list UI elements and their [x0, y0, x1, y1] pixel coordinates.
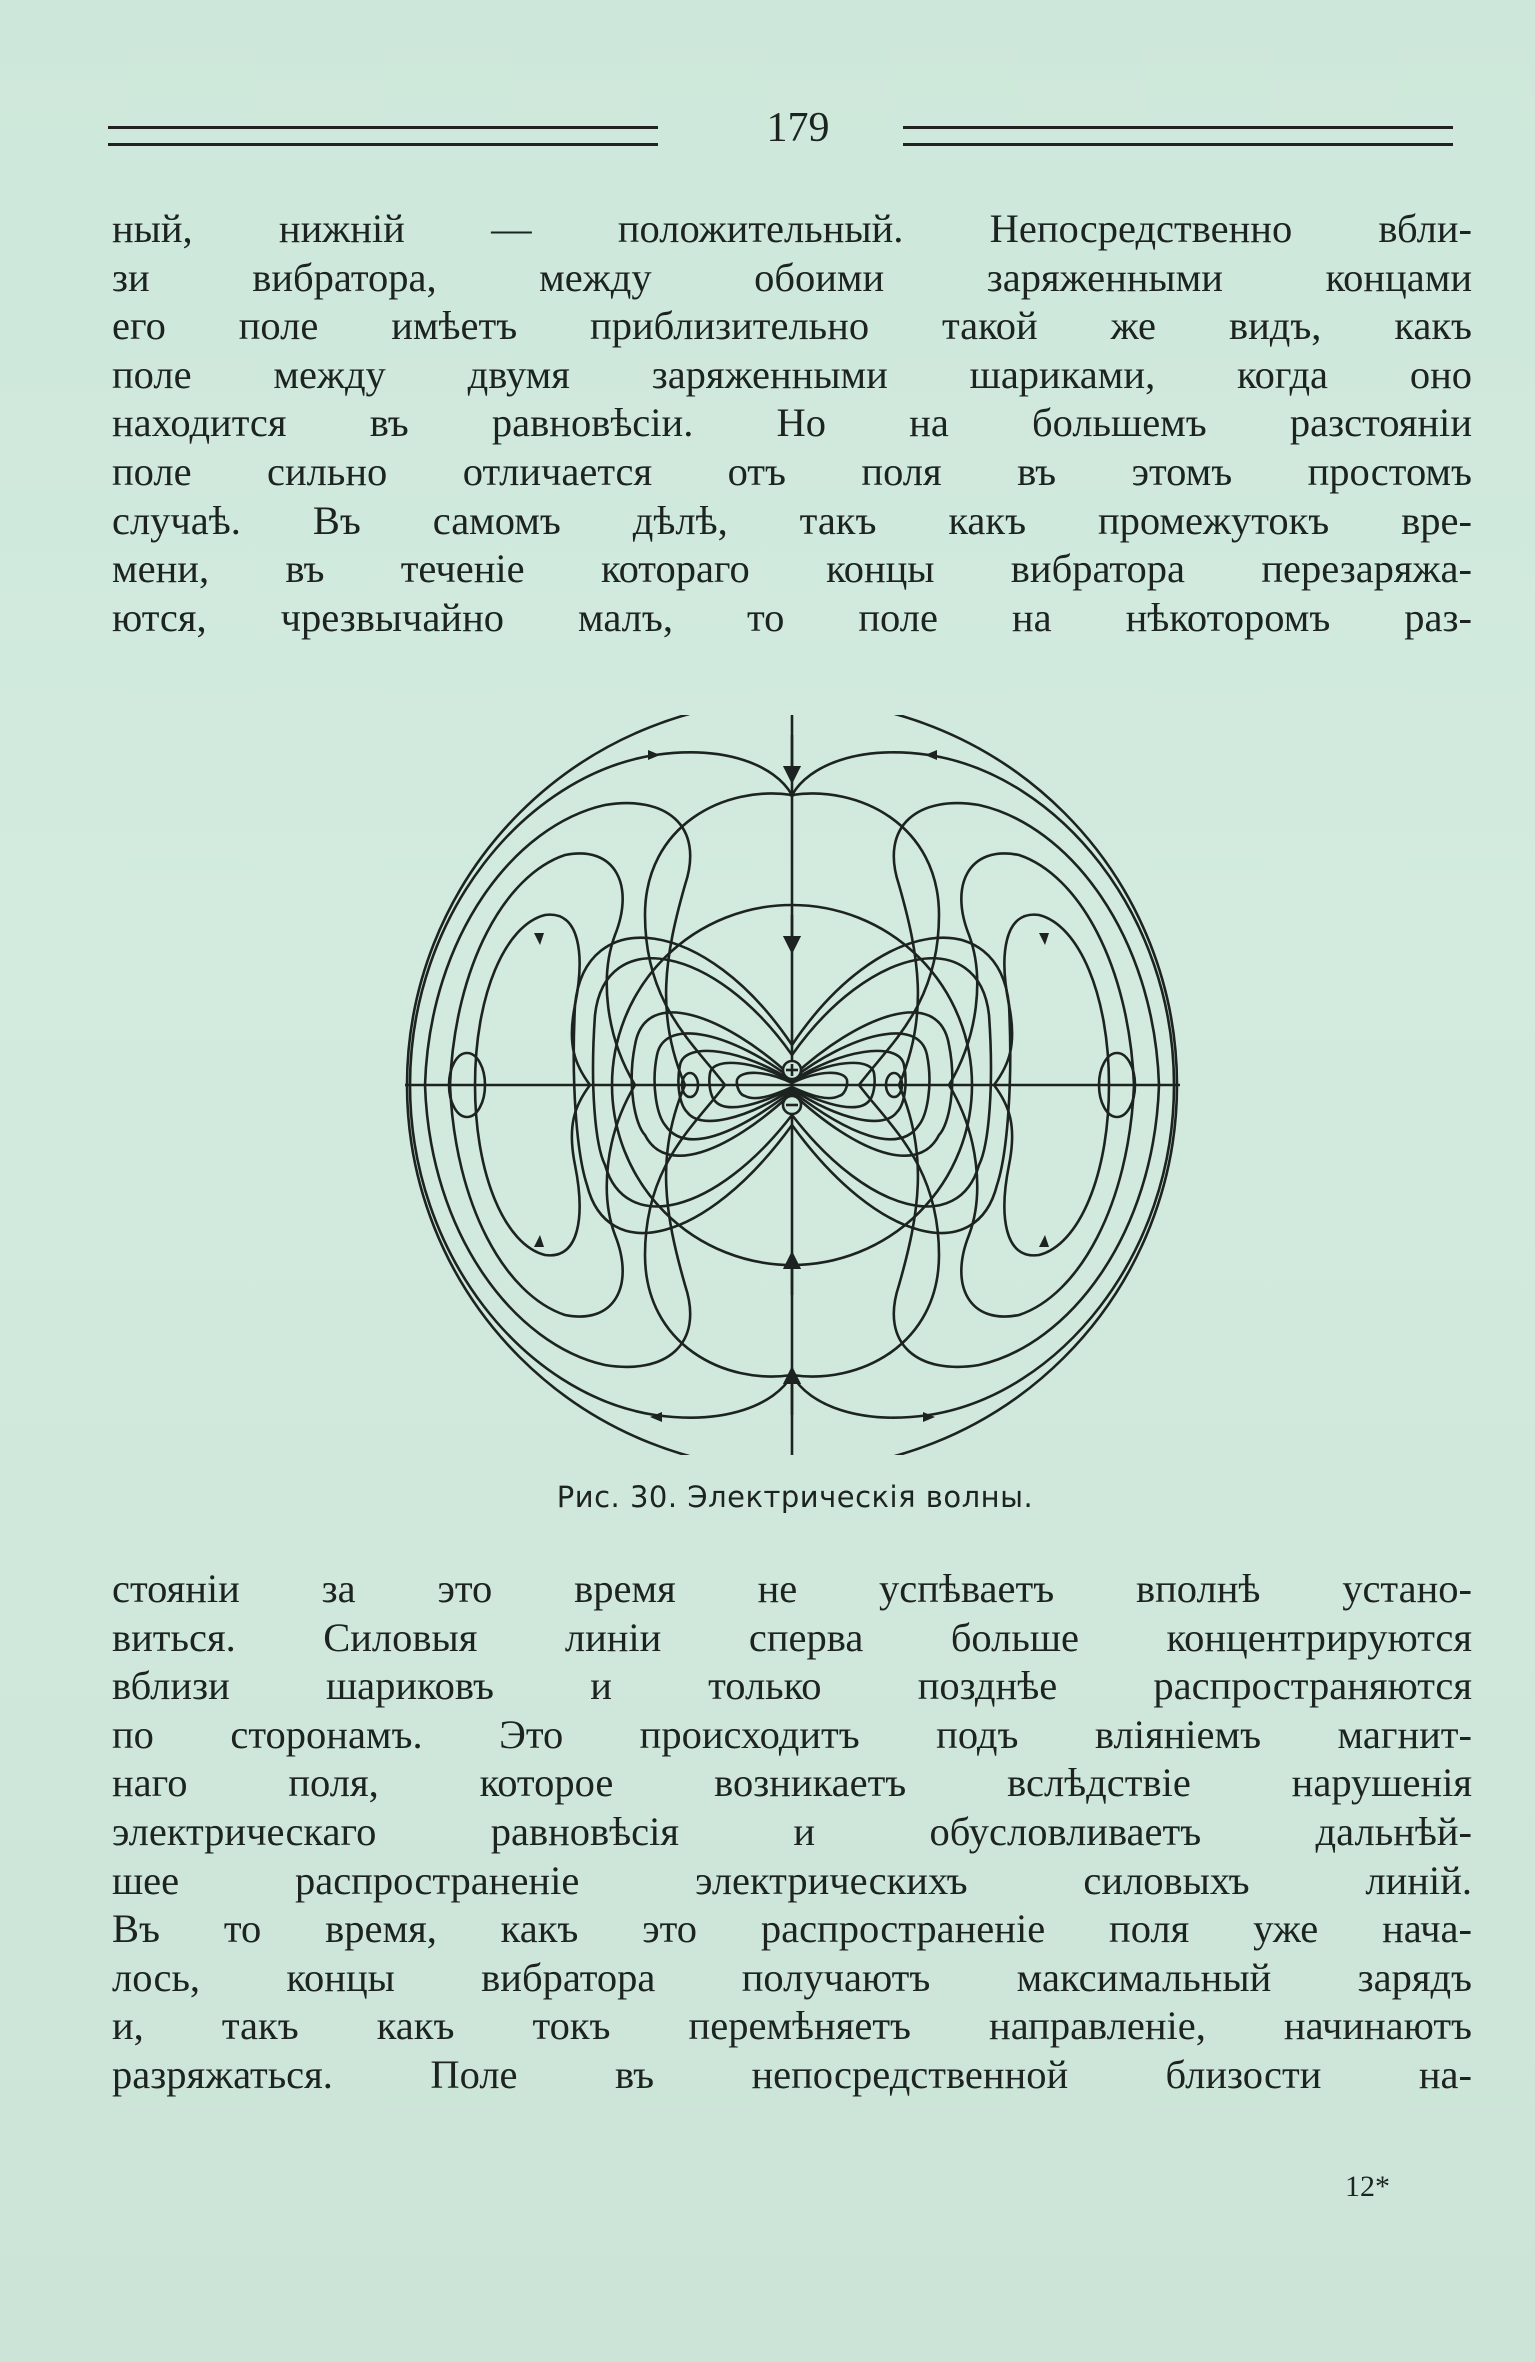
figure-caption: Рис. 30. Электрическiя волны.	[556, 1480, 1034, 1514]
text-line: находится въ равновѣсiи. Но на большемъ разстоянiи	[112, 400, 1472, 446]
text-line: шее распространенiе электрическихъ силовыхъ линiй.	[112, 1857, 1472, 1903]
text-line: поле сильно отличается отъ поля въ этомъ простомъ	[112, 448, 1472, 494]
text-line: случаѣ. Въ самомъ дѣлѣ, такъ какъ промежутокъ вре-	[112, 497, 1472, 543]
page-number: 179	[766, 105, 830, 151]
text-line: разряжаться. Поле въ непосредственной близости на-	[112, 2051, 1472, 2097]
header-rule-right	[903, 126, 1453, 146]
page-header	[108, 105, 1453, 158]
paragraph-top	[112, 205, 1472, 642]
text-line: Въ то время, какъ это распространенiе поля уже нача-	[112, 1906, 1472, 1952]
text-line: мени, въ теченiе котораго концы вибратора перезаряжа-	[112, 546, 1472, 592]
text-line: зи вибратора, между обоими заряженными концами	[112, 254, 1472, 300]
text-line: ный, нижнiй — положительный. Непосредственно вбли-	[112, 206, 1472, 251]
paragraph-bottom	[112, 1565, 1472, 2100]
text-line: электрическаго равновѣсiя и обусловливаетъ дальнѣй-	[112, 1808, 1472, 1854]
header-rule-left	[108, 126, 658, 146]
text-line: лось, концы вибратора получаютъ максимальный зарядъ	[112, 1954, 1472, 2000]
text-line: его поле имѣетъ приблизительно такой же видъ, какъ	[112, 303, 1472, 349]
text-line: стоянiи за это время не успѣваетъ вполнѣ устано-	[112, 1566, 1472, 1611]
text-line: поле между двумя заряженными шариками, когда оно	[112, 351, 1472, 397]
text-line: наго поля, которое возникаетъ вслѣдствiе нарушенiя	[112, 1760, 1472, 1806]
text-line: ются, чрезвычайно малъ, то поле на нѣкоторомъ раз-	[112, 594, 1472, 640]
text-line: виться. Силовыя линiи сперва больше концентрируются	[112, 1614, 1472, 1660]
text-line: и, такъ какъ токъ перемѣняетъ направленiе, начинаютъ	[112, 2003, 1472, 2049]
text-line: по сторонамъ. Это происходитъ подъ влiянiемъ магнит-	[112, 1711, 1472, 1757]
text-line: вблизи шариковъ и только позднѣе распространяются	[112, 1663, 1472, 1709]
signature-mark: 12*	[1345, 2170, 1390, 2203]
electric-waves-figure	[395, 715, 1190, 1455]
